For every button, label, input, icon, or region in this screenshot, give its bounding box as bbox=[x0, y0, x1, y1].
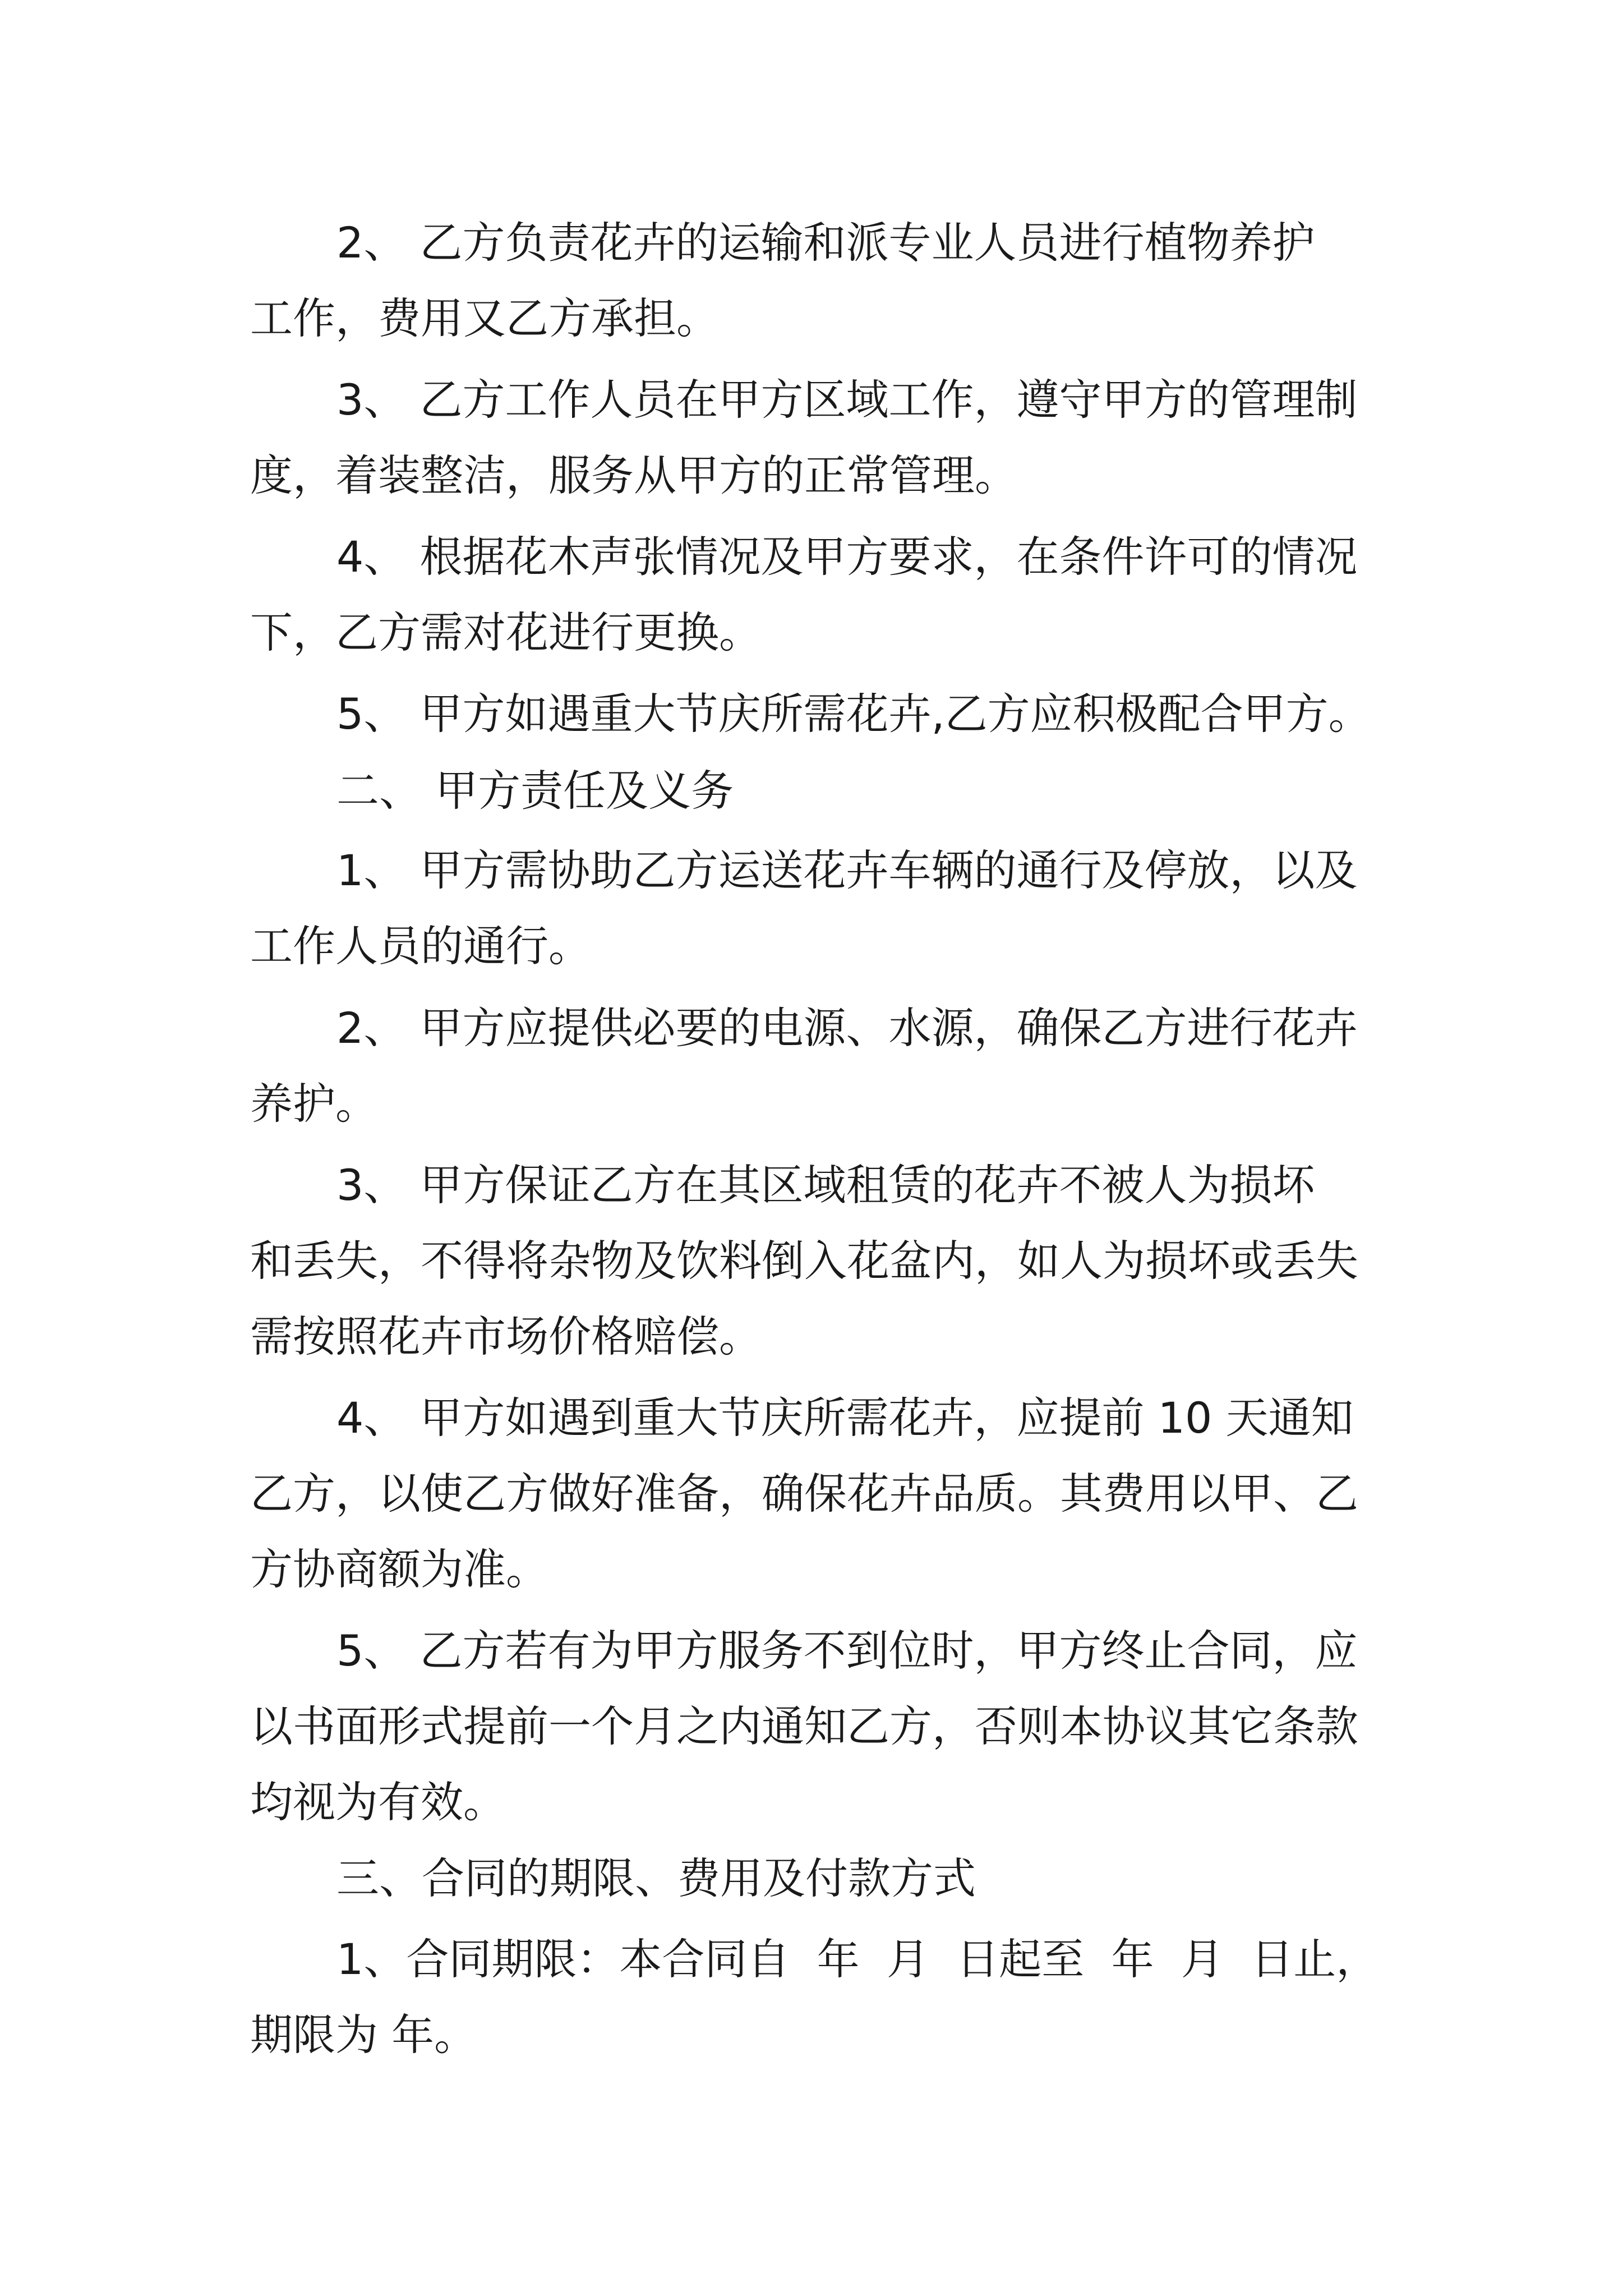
item-2-line-2: 养护。 bbox=[250, 1079, 378, 1129]
item-2-line-1: 2、 甲方应提供必要的电源、水源，确保乙方进行花卉 bbox=[336, 1003, 1358, 1053]
item-1-line-1: 1、 甲方需协助乙方运送花卉车辆的通行及停放，以及 bbox=[336, 845, 1358, 895]
item-3-line-3: 需按照花卉市场价格赔偿。 bbox=[250, 1312, 762, 1361]
item-4-line-2: 乙方，以使乙方做好准备，确保花卉品质。其费用以甲、乙 bbox=[250, 1469, 1358, 1519]
item-4-line-1: 4、 甲方如遇到重大节庆所需花卉，应提前 10 天通知 bbox=[336, 1393, 1354, 1443]
item-3-line-2: 和丢失，不得将杂物及饮料倒入花盆内，如人为损坏或丢失 bbox=[250, 1236, 1358, 1286]
item-3-line-1: 3、 甲方保证乙方在其区域租赁的花卉不被人为损坏 bbox=[336, 1160, 1315, 1210]
paragraph-3-line-1: 3、 乙方工作人员在甲方区域工作，遵守甲方的管理制 bbox=[336, 375, 1358, 425]
paragraph-3-line-2: 度，着装整洁，服务从甲方的正常管理。 bbox=[250, 450, 1017, 500]
term-line-2: 期限为 年。 bbox=[250, 2010, 477, 2060]
paragraph-4-line-2: 下，乙方需对花进行更换。 bbox=[250, 608, 762, 657]
section-heading-3: 三、合同的期限、费用及付款方式 bbox=[336, 1853, 976, 1903]
paragraph-2-line-1: 2、 乙方负责花卉的运输和派专业人员进行植物养护 bbox=[336, 218, 1315, 268]
item-4-line-3: 方协商额为准。 bbox=[250, 1544, 548, 1594]
item-5-line-2: 以书面形式提前一个月之内通知乙方，否则本协议其它条款 bbox=[250, 1701, 1358, 1751]
section-heading-2: 二、 甲方责任及义务 bbox=[336, 766, 734, 816]
item-1-line-2: 工作人员的通行。 bbox=[250, 921, 591, 971]
term-line-1: 1、合同期限：本合同自 年 月 日起至 年 月 日止， bbox=[336, 1934, 1379, 1984]
paragraph-5-line-1: 5、 甲方如遇重大节庆所需花卉,乙方应积极配合甲方。 bbox=[336, 689, 1371, 739]
paragraph-4-line-1: 4、 根据花木声张情况及甲方要求，在条件许可的情况 bbox=[336, 532, 1358, 582]
item-5-line-3: 均视为有效。 bbox=[250, 1777, 506, 1827]
item-5-line-1: 5、 乙方若有为甲方服务不到位时，甲方终止合同，应 bbox=[336, 1626, 1358, 1676]
paragraph-2-line-2: 工作，费用又乙方承担。 bbox=[250, 293, 719, 343]
